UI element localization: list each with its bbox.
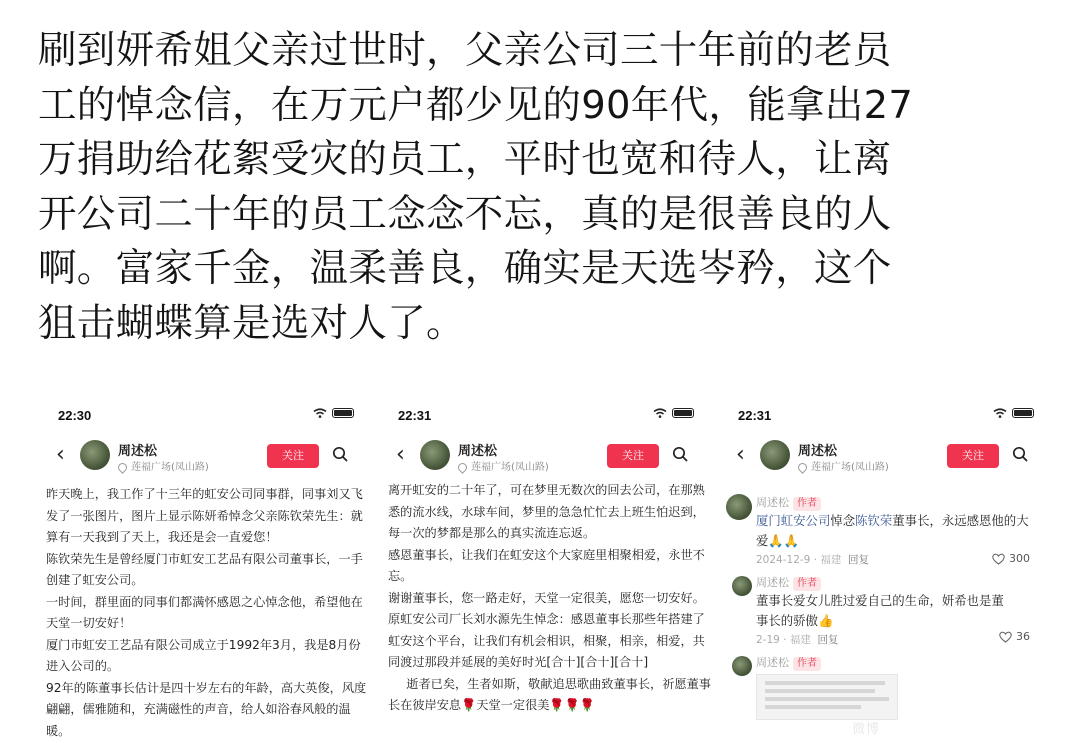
comment-author-name: 周述松	[756, 576, 789, 589]
heart-icon	[999, 631, 1012, 643]
status-time: 22:30	[58, 408, 92, 423]
status-icons	[313, 408, 354, 418]
author-tag: 作者	[793, 657, 821, 671]
like-count: 300	[1009, 552, 1030, 565]
post-body	[388, 480, 713, 717]
comment-author[interactable]	[756, 494, 821, 511]
location-pin-icon	[456, 461, 469, 474]
post-text: 刷到妍希姐父亲过世时，父亲公司三十年前的老员 工的悼念信，在万元户都少见的90年代，能拿出27 万捐助给花絮受灾的员工，平时也宽和待人，让离 开公司二十年的员工念念不忘，真的是很善良的人 啊。富家千金，温柔善良，确实是天选岑矜，这个 狙击蝴蝶算是选对人了。	[38, 28, 914, 346]
user-name[interactable]: 周述松	[458, 444, 498, 459]
link-text[interactable]: 厦门虹安公司	[756, 513, 831, 528]
avatar[interactable]	[760, 440, 790, 470]
comment	[726, 494, 1048, 574]
comment	[726, 574, 1048, 654]
heart-icon	[992, 553, 1005, 565]
back-icon[interactable]: ‹	[736, 442, 745, 467]
author-tag: 作者	[793, 497, 821, 511]
battery-icon	[332, 408, 354, 418]
comment-author-name: 周述松	[756, 496, 789, 509]
like-button[interactable]	[999, 630, 1030, 643]
location-label: 莲福广场(凤山路)	[131, 462, 209, 473]
paragraph: 离开虹安的二十年了，可在梦里无数次的回去公司，在那熟悉的流水线，水球车间，梦里的急急忙忙去上班生怕迟到，每一次的梦都是那么的真实流连忘返。	[388, 483, 705, 540]
comment-avatar[interactable]	[732, 576, 752, 596]
status-time: 22:31	[398, 408, 432, 423]
comment	[726, 654, 1048, 739]
post-body	[46, 484, 371, 742]
profile-header	[718, 436, 1058, 482]
location[interactable]	[118, 458, 209, 473]
wifi-icon	[653, 408, 667, 418]
paragraph: 感恩董事长，让我们在虹安这个大家庭里相聚相爱，永世不忘。	[388, 547, 705, 583]
user-name[interactable]: 周述松	[798, 444, 838, 459]
location-label: 莲福广场(凤山路)	[471, 462, 549, 473]
profile-header	[378, 436, 718, 482]
wifi-icon	[993, 408, 1007, 418]
search-icon[interactable]	[332, 446, 348, 462]
battery-icon	[672, 408, 694, 418]
battery-icon	[1012, 408, 1034, 418]
comment-avatar[interactable]	[732, 656, 752, 676]
paragraph: 谢谢董事长，您一路走好，天堂一定很美，愿您一切安好。	[388, 590, 705, 605]
location-pin-icon	[796, 461, 809, 474]
comment-author-name: 周述松	[756, 656, 789, 669]
comment-image[interactable]	[756, 674, 898, 720]
status-time: 22:31	[738, 408, 772, 423]
avatar[interactable]	[420, 440, 450, 470]
follow-button[interactable]: 关注	[947, 444, 999, 468]
reply-button[interactable]: 回复	[817, 634, 839, 646]
paragraph: 陈钦荣先生是曾经厦门市虹安工艺品有限公司董事长，一手创建了虹安公司。	[46, 551, 363, 587]
author-tag: 作者	[793, 577, 821, 591]
profile-header	[38, 436, 378, 482]
follow-button[interactable]: 关注	[267, 444, 319, 468]
watermark: 微博	[852, 722, 881, 737]
like-count: 36	[1016, 630, 1030, 643]
follow-button[interactable]: 关注	[607, 444, 659, 468]
paragraph: 逝者已矣，生者如斯，敬献追思歌曲致董事长，祈愿董事长在彼岸安息🌹天堂一定很美🌹🌹🌹	[388, 676, 711, 712]
screenshot-3	[718, 398, 1058, 743]
status-icons	[653, 408, 694, 418]
comment-avatar[interactable]	[726, 494, 752, 520]
comment-author[interactable]	[756, 654, 821, 671]
avatar[interactable]	[80, 440, 110, 470]
comment-text	[756, 511, 1031, 551]
location[interactable]	[798, 458, 889, 473]
comment-text: 董事长爱女儿胜过爱自己的生命，妍希也是董事长的骄傲👍	[756, 593, 1004, 628]
paragraph: 一时间，群里面的同事们都满怀感恩之心悼念他，希望他在天堂一切安好！	[46, 594, 363, 630]
back-icon[interactable]: ‹	[396, 442, 405, 467]
comment-text-part: 悼念	[830, 513, 856, 528]
comment-text-part: 董事长，永远感恩他的大爱🙏🙏	[756, 513, 1029, 548]
user-name[interactable]: 周述松	[118, 444, 158, 459]
status-icons	[993, 408, 1034, 418]
comment-date: 2024-12-9 · 福建	[756, 554, 842, 566]
paragraph: 92年的陈董事长估计是四十岁左右的年龄，高大英俊，风度翩翩，儒雅随和，充满磁性的声音，给人如浴春风般的温暖。	[46, 680, 367, 738]
paragraph: 原虹安公司厂长刘水源先生悼念：感恩董事长那些年搭建了虹安这个平台，让我们有机会相识，相聚，相亲，相爱，共同渡过那段并延展的美好时光[合十][合十][合十]	[388, 612, 705, 669]
paragraph: 昨天晚上，我工作了十三年的虹安公司同事群，同事刘又飞发了一张图片，图片上显示陈妍希悼念父亲陈钦荣先生：就算有一天我到了天上，我还是会一直爱您！	[46, 487, 363, 544]
wifi-icon	[313, 408, 327, 418]
comment-meta	[756, 632, 839, 647]
reply-button[interactable]: 回复	[848, 554, 870, 566]
mention-link[interactable]: 陈钦荣	[855, 513, 893, 528]
screenshot-1	[38, 398, 378, 743]
location-label: 莲福广场(凤山路)	[811, 462, 889, 473]
paragraph: 厦门市虹安工艺品有限公司成立于1992年3月，我是8月份进入公司的。	[46, 637, 361, 673]
comment-date: 2-19 · 福建	[756, 634, 811, 646]
like-button[interactable]	[992, 552, 1030, 565]
location[interactable]	[458, 458, 549, 473]
location-pin-icon	[116, 461, 129, 474]
comment-author[interactable]	[756, 574, 821, 591]
search-icon[interactable]	[672, 446, 688, 462]
back-icon[interactable]: ‹	[56, 442, 65, 467]
search-icon[interactable]	[1012, 446, 1028, 462]
screenshot-2	[378, 398, 718, 743]
comment-meta	[756, 552, 869, 567]
